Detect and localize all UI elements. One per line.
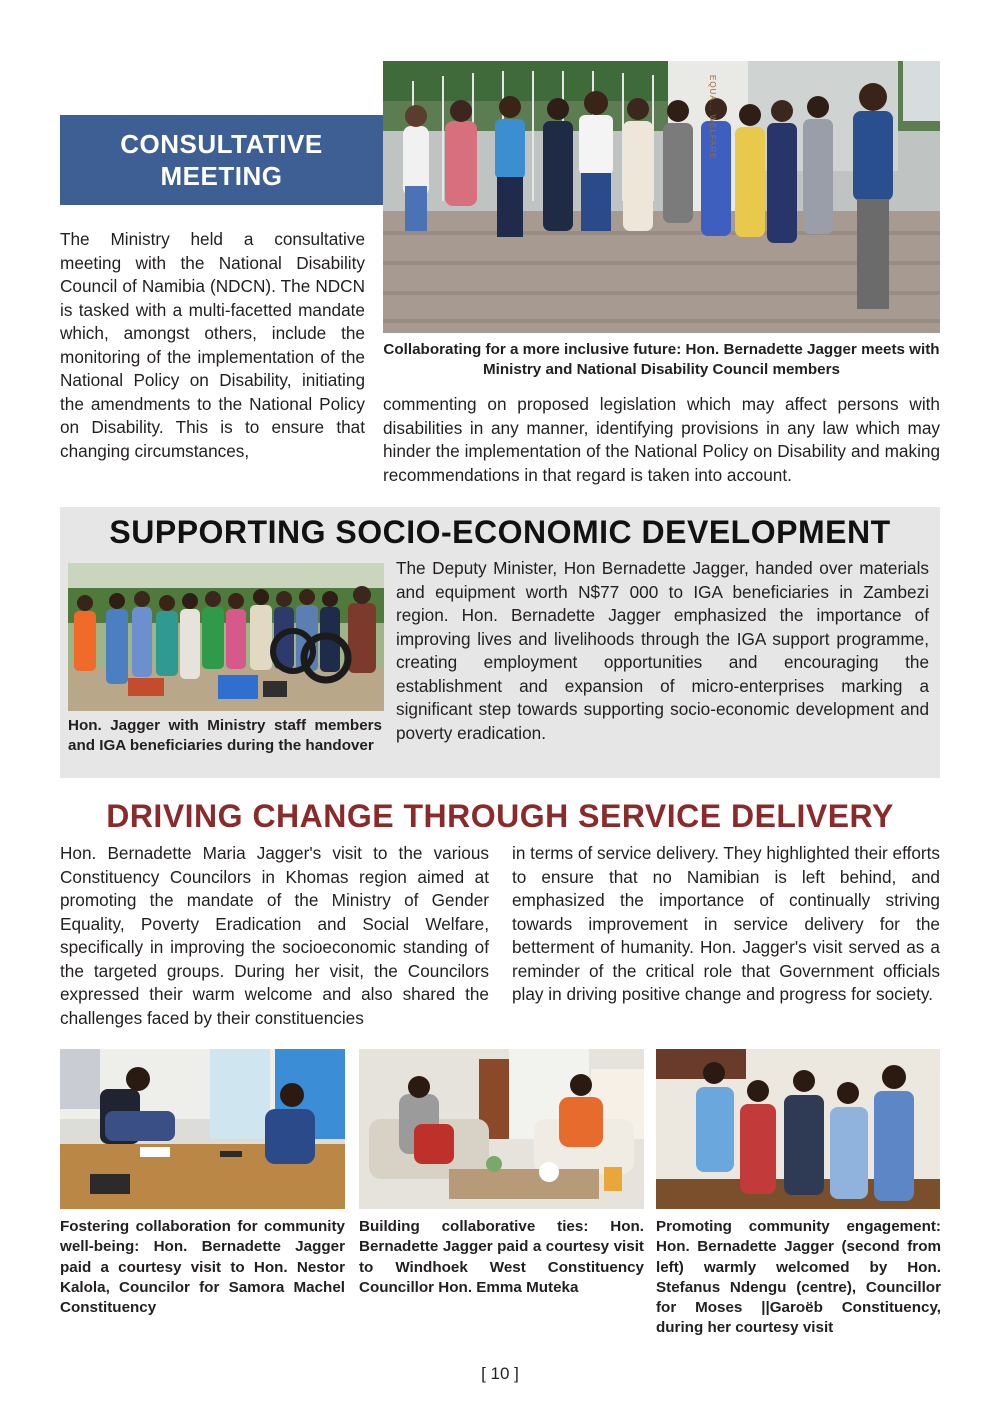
consultative-group-photo — [383, 61, 940, 333]
muteka-visit-caption: Building collaborative ties: Hon. Bernadette Jagger paid a courtesy visit to Windhoek West Constituency Councillor Hon. Emma Muteka — [359, 1218, 644, 1296]
service-delivery-title: DRIVING CHANGE THROUGH SERVICE DELIVERY — [106, 798, 894, 834]
service-delivery-text-col2: in terms of service delivery. They highlighted their efforts to ensure that no Namibian is left behind, and emphasized the importance of continually striving towards improvement in service delivery for the betterment of humanity. Hon. Jagger's visit served as a reminder of the critical role that Government officials play in driving positive change and progress for society. — [512, 843, 940, 1004]
consultative-heading-line2: MEETING — [160, 161, 283, 191]
kalola-visit-photo — [60, 1049, 345, 1209]
consultative-text-col1: The Ministry held a consultative meeting with the National Disability Council of Namibia (NDCN). The NDCN is tasked with a multi-facetted mandate which, amongst others, include the monitoring of the implementation of the National Policy on Disability, initiating the amendments to the National Policy on Disability. This is to ensure that changing circumstances, — [60, 229, 365, 461]
ndengu-visit-caption: Promoting community engagement: Hon. Bernadette Jagger (second from left) warmly welcomed by Hon. Stefanus Ndengu (centre), Councillor for Moses ||Garoëb Constituency, during her courtesy visit — [656, 1218, 941, 1337]
service-delivery-text-col1: Hon. Bernadette Maria Jagger's visit to the various Constituency Councilors in Khomas region aimed at promoting the mandate of the Ministry of Gender Equality, Poverty Eradication and Social Welfare, specifically in improving the socioeconomic standing of the targeted groups. During her visit, the Councilors expressed their warm welcome and also shared the challenges faced by their constituencies — [60, 843, 489, 1028]
photo-sign-text: EQUA... WELFARE — [708, 75, 717, 160]
handover-photo — [68, 563, 384, 711]
consultative-heading-line1: CONSULTATIVE — [120, 129, 323, 159]
page-number: [ 10 ] — [481, 1364, 519, 1383]
consultative-heading — [60, 115, 383, 205]
consultative-text-col2: commenting on proposed legislation which may affect persons with disabilities in any manner, identifying provisions in any law which may hinder the implementation of the National Policy on Disability and making recommendations in that regard is taken into account. — [383, 394, 940, 485]
socio-economic-text: The Deputy Minister, Hon Bernadette Jagger, handed over materials and equipment worth N$77 000 to IGA beneficiaries in Zambezi region. Hon. Bernadette Jagger emphasized the importance of improving lives and livelihoods through the IGA support programme, creating employment opportunities and encouraging the establishment and expansion of micro-enterprises marking a significant step towards supporting socio-economic development and poverty eradication. — [396, 558, 929, 743]
kalola-visit-caption: Fostering collaboration for community well-being: Hon. Bernadette Jagger paid a courtesy visit to Hon. Nestor Kalola, Councilor for Samora Machel Constituency — [60, 1218, 345, 1317]
socio-economic-title: SUPPORTING SOCIO-ECONOMIC DEVELOPMENT — [109, 514, 891, 550]
consultative-photo-caption: Collaborating for a more inclusive future: Hon. Bernadette Jagger meets with Ministry and National Disability Council members — [383, 341, 940, 379]
muteka-visit-photo — [359, 1049, 644, 1209]
handover-photo-caption: Hon. Jagger with Ministry staff members and IGA beneficiaries during the handover — [68, 717, 382, 755]
ndengu-visit-photo — [656, 1049, 940, 1209]
